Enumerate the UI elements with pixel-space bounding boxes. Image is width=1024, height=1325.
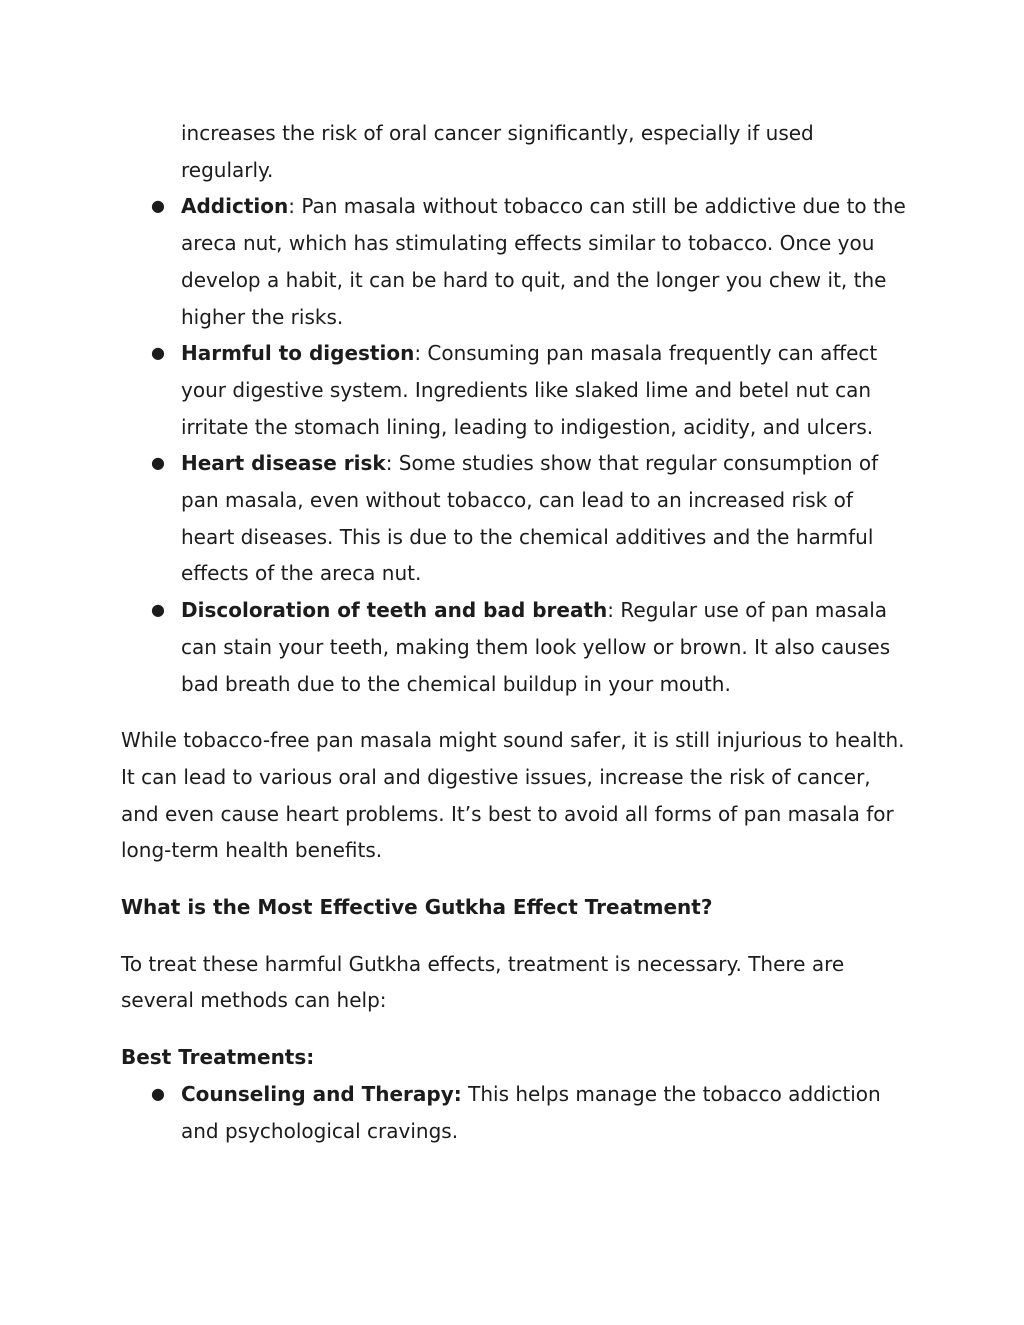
list-item-separator: : xyxy=(385,451,393,476)
list-item-term: Discoloration of teeth and bad breath xyxy=(181,598,608,623)
bullet-icon: ● xyxy=(151,343,165,363)
list-item-term: Heart disease risk xyxy=(181,451,386,476)
list-item-text: Some studies show that regular consumption of pan masala, even without tobacco, can lead to an increased risk of heart diseases. This is due to the chemical additives and the harmful effects of the areca nut. xyxy=(181,451,879,586)
summary-paragraph: While tobacco-free pan masala might sound safer, it is still injurious to health. It can lead to various oral and digestive issues, increase the risk of cancer, and even cause heart problems. It’s best to avoid all forms of pan masala for long-term health benefits. xyxy=(121,728,905,863)
treatments-list xyxy=(121,1076,911,1149)
bullet-icon: ● xyxy=(151,196,165,216)
list-item-text: Consuming pan masala frequently can affect your digestive system. Ingredients like slaked lime and betel nut can irritate the stomach lining, leading to indigestion, acidity, and ulcers. xyxy=(181,341,878,439)
list-item-term: Addiction xyxy=(181,194,289,219)
list-item-counseling xyxy=(121,1076,911,1149)
bullet-icon: ● xyxy=(151,600,165,620)
risks-list xyxy=(121,188,911,702)
list-item-text: This helps manage the tobacco addiction and psychological cravings. xyxy=(181,1081,881,1143)
list-item-separator: : xyxy=(414,341,422,366)
list-item-term: Counseling and Therapy: xyxy=(181,1081,462,1106)
bullet-icon: ● xyxy=(151,453,165,473)
list-item-separator: : xyxy=(288,194,295,219)
treatment-heading: What is the Most Effective Gutkha Effect Treatment? xyxy=(121,895,713,920)
list-item-discoloration xyxy=(121,592,911,702)
best-treatments-heading: Best Treatments: xyxy=(121,1045,315,1070)
list-item-term: Harmful to digestion xyxy=(181,341,415,366)
document-content xyxy=(121,115,911,1149)
bullet-icon: ● xyxy=(151,1083,165,1103)
list-item-addiction xyxy=(121,188,911,335)
continuation-text: increases the risk of oral cancer significantly, especially if used regularly. xyxy=(181,121,814,182)
treatment-intro: To treat these harmful Gutkha effects, treatment is necessary. There are several methods can help: xyxy=(121,951,845,1013)
list-item-text: Pan masala without tobacco can still be addictive due to the areca nut, which has stimulating effects similar to tobacco. Once you develop a habit, it can be hard to quit, and the longer you chew it, the higher the risks. xyxy=(181,194,906,329)
list-item-text: Regular use of pan masala can stain your teeth, making them look yellow or brown. It also causes bad breath due to the chemical buildup in your mouth. xyxy=(181,598,891,696)
list-item-separator: : xyxy=(607,598,615,623)
list-item-digestion xyxy=(121,335,911,445)
list-item-heart-disease xyxy=(121,445,911,592)
